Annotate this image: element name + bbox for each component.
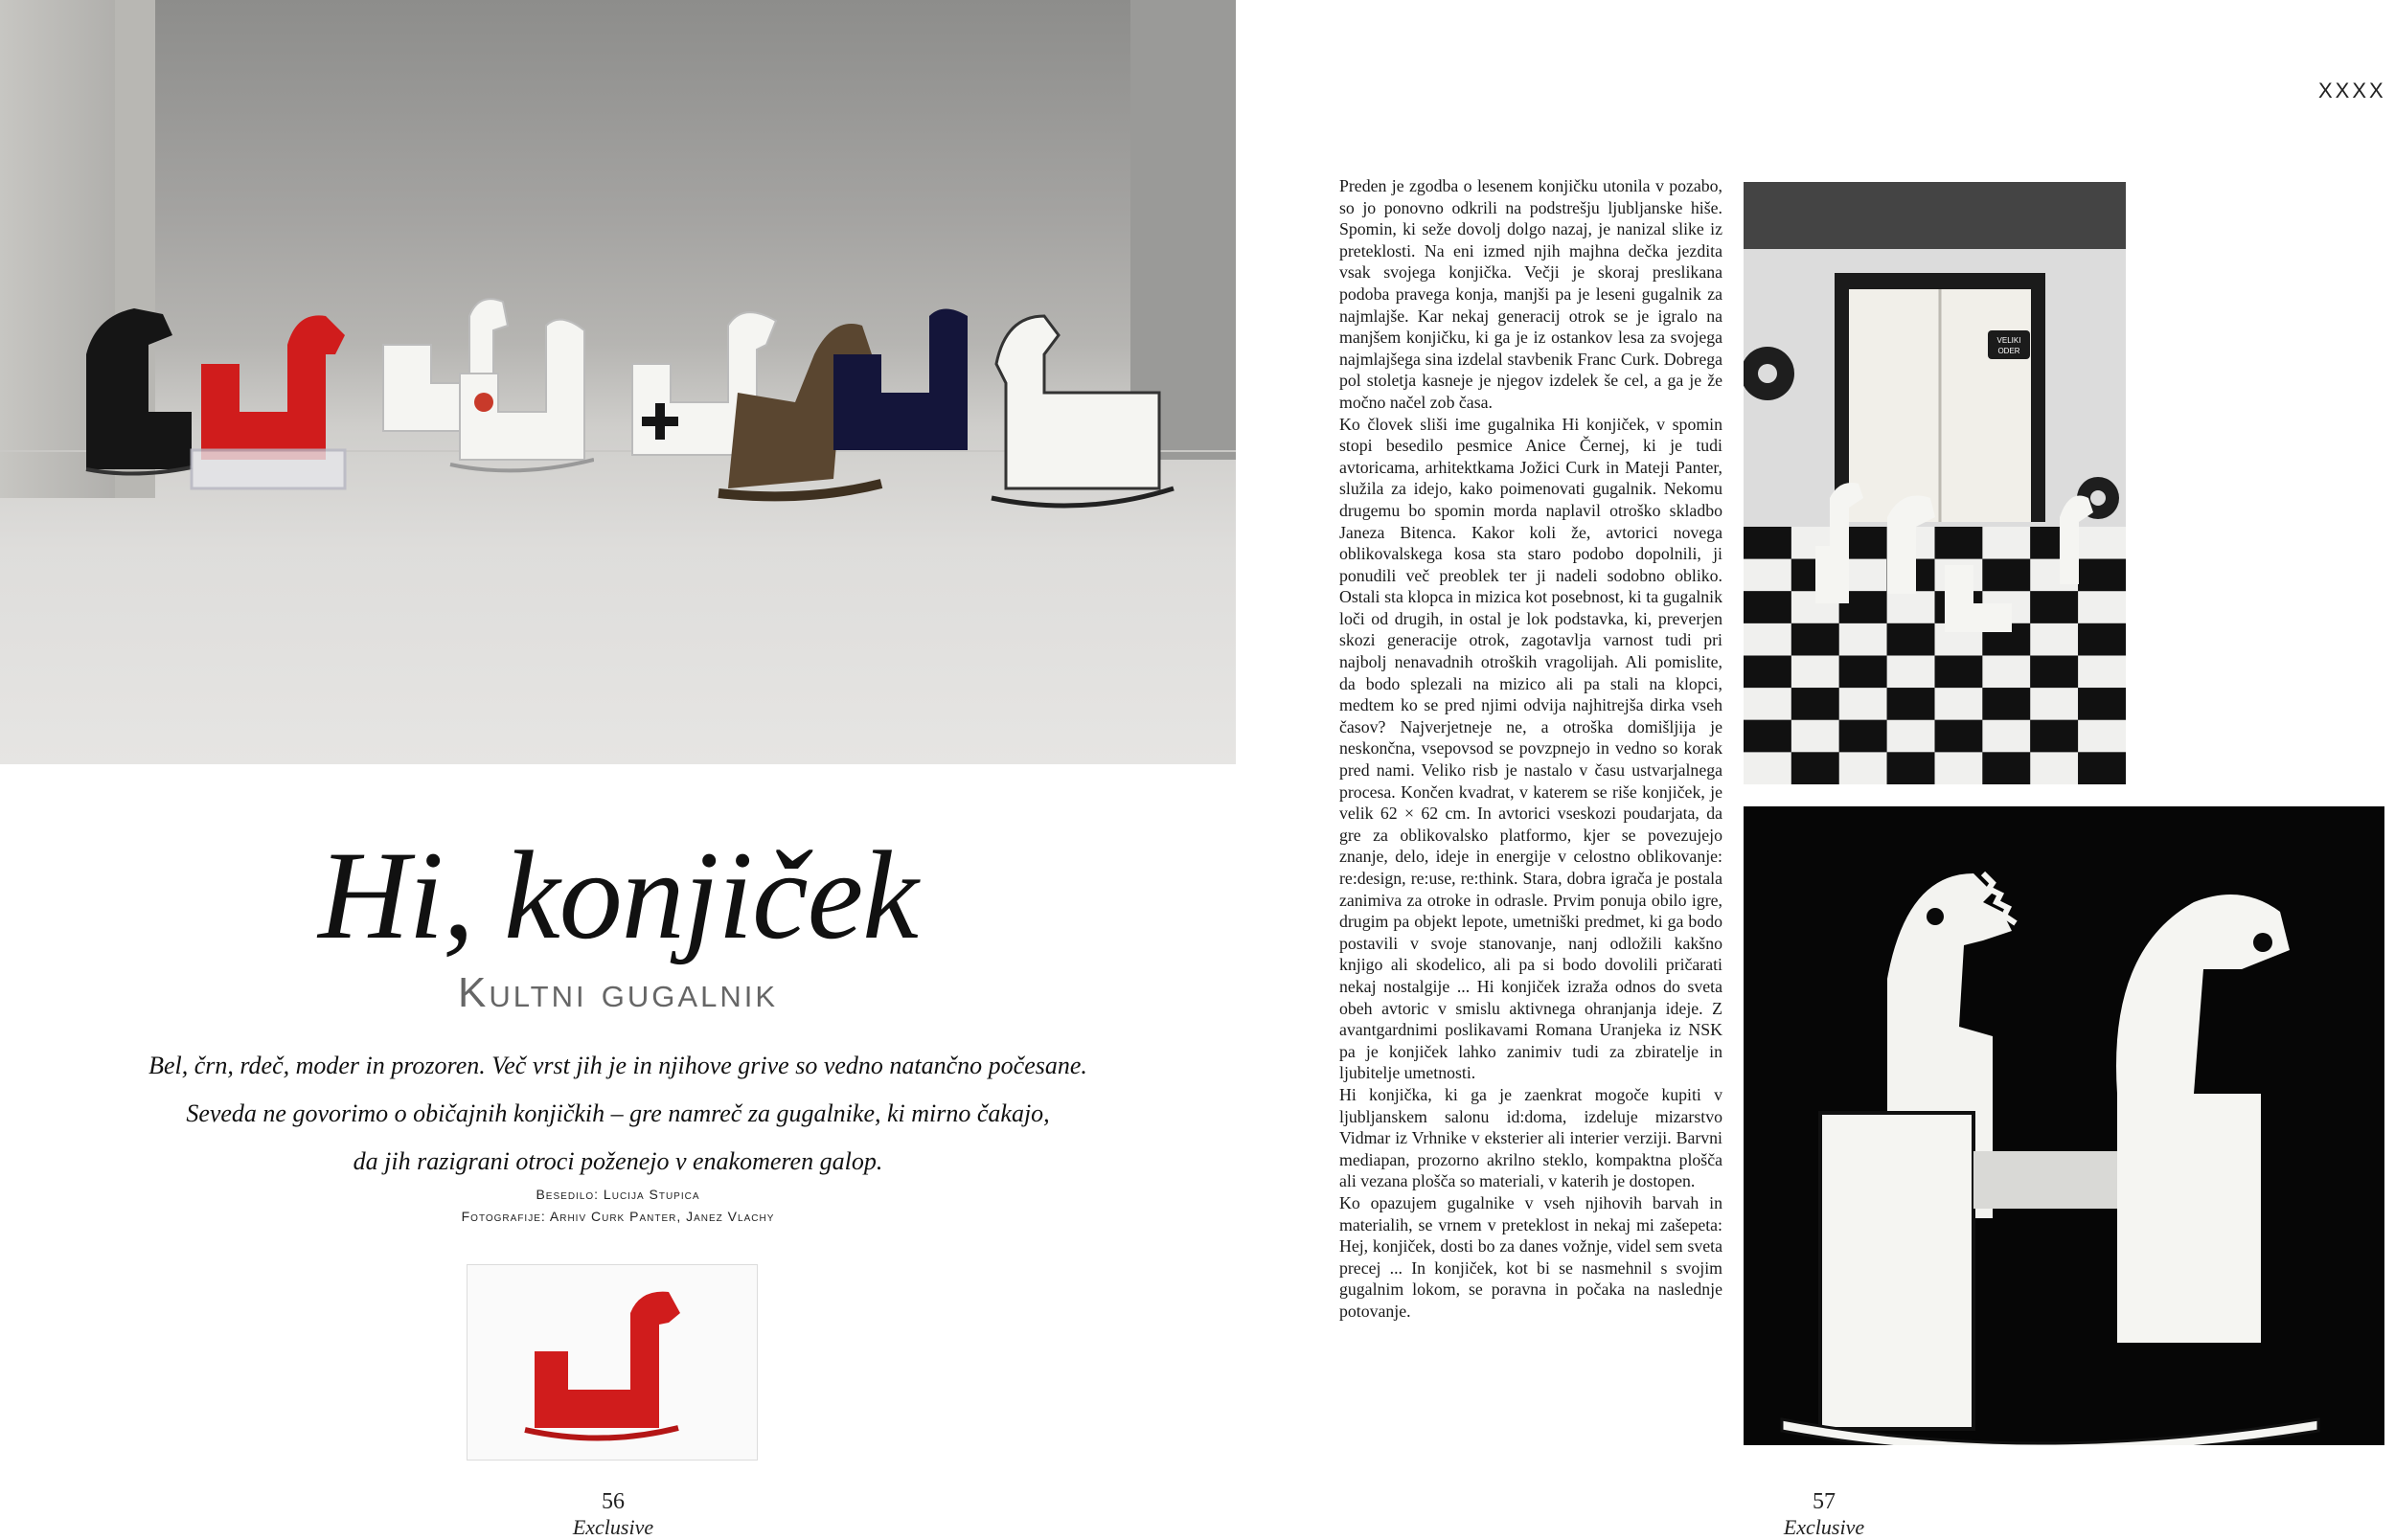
floor-tile: [1982, 720, 2030, 753]
article-title: Hi, konjiček: [318, 825, 918, 965]
floor-tile: [1839, 656, 1887, 689]
floor-tile: [2078, 527, 2126, 559]
floor-tile: [1744, 688, 1791, 720]
floor-tile: [2030, 752, 2078, 784]
floor-tile: [1744, 623, 1791, 656]
floor-tile: [2030, 623, 2078, 656]
page-number: 56: [602, 1489, 625, 1514]
floor-tile: [1982, 559, 2030, 592]
floor-tile: [1839, 688, 1887, 720]
thumbnail-red-horse-photo: [467, 1264, 758, 1461]
white-rocking-horse-2: [441, 306, 594, 479]
navy-rocking-horse: [824, 297, 977, 460]
black-rocking-horse: [57, 297, 201, 479]
floor-tile: [1935, 688, 1983, 720]
floor-tile: [1791, 688, 1839, 720]
photo-white-horses-dark: [1744, 806, 2384, 1445]
floor-tile: [1887, 688, 1935, 720]
lead-line: Seveda ne govorimo o običajnih konjičkih – gre namreč za gugalnike, ki mirno čakajo,: [186, 1099, 1050, 1127]
floor-tile: [2030, 591, 2078, 623]
floor-tile: [2030, 656, 2078, 689]
floor-tile: [1935, 656, 1983, 689]
floor-tile: [2030, 688, 2078, 720]
floor-tile: [1791, 720, 1839, 753]
article-credits: [134, 1184, 1102, 1228]
floor-tile: [1982, 752, 2030, 784]
floor-tile: [1839, 720, 1887, 753]
floor-tile: [1887, 720, 1935, 753]
red-horse-illustration: [468, 1265, 757, 1460]
floor-tile: [1887, 623, 1935, 656]
stage-scene: [1744, 182, 2126, 784]
floor-tile: [2078, 559, 2126, 592]
lead-paragraph: [134, 1042, 1102, 1186]
door-sign-line2: ODER: [1997, 347, 2020, 355]
door-sign-line1: VELIKI: [1996, 336, 2021, 345]
floor-tile: [1982, 527, 2030, 559]
magazine-brand: Exclusive: [1783, 1515, 1865, 1539]
floor-tile: [1744, 527, 1791, 559]
floor-tile: [1791, 656, 1839, 689]
floor-tile: [1887, 591, 1935, 623]
floor-tile: [1791, 623, 1839, 656]
hero-photo-rocking-horses: [0, 0, 1236, 764]
floor-tile: [1744, 559, 1791, 592]
floor-tile: [1791, 752, 1839, 784]
body-paragraph: Hi konjička, ki ga je zaenkrat mogoče kupiti v ljubljanskem salonu id:doma, izdeluje mizarstvo Vidmar iz Vrhnike v eksterier ali interier verziji. Barvni mediapan, prozorno akrilno steklo, kompaktna plošča ali vezana plošča so materiali, v katerih je dostopen.: [1339, 1084, 1722, 1191]
body-paragraph: Preden je zgodba o lesenem konjičku utonila v pozabo, so jo ponovno odkrili na podstrešju ljubljanske hiše. Spomin, ki seže dovolj dolgo nazaj, je nanizal slike iz preteklosti. Na eni izmed njih majhna dečka jezdita vsak svojega konjička. Večji je skoraj preslikana podoba pravega konja, manjši pa je leseni gugalnik za najmlajše. Kar nekaj generacij otrok se je igralo na manjšem konjičku, ki ga je iz ostankov lesa za svojega najmlajšega sina izdelal stavbenik Franc Curk. Dobrega pol stoletja kasneje je njegov izdelek še cel, a ga je že močno načel zob časa.: [1339, 176, 1722, 412]
photo-stage-checkered-floor: [1744, 182, 2126, 784]
article-subtitle: Kultni gugalnik: [457, 969, 779, 1016]
floor-tile: [2078, 720, 2126, 753]
floor-tile: [1887, 752, 1935, 784]
section-tag: XXXX: [2318, 79, 2386, 102]
floor-tile: [2078, 623, 2126, 656]
floor-tile: [2078, 591, 2126, 623]
floor-tile: [1935, 752, 1983, 784]
photo-credit: Fotografije: Arhiv Curk Panter, Janez Vlachy: [461, 1209, 775, 1224]
floor-tile: [1744, 591, 1791, 623]
floor-tile: [1744, 720, 1791, 753]
body-paragraph: Ko človek sliši ime gugalnika Hi konjiček, v spomin stopi besedilo pesmice Anice Černej, ki je tudi avtoricama, arhitektkama Jožici Curk in Mateji Panter, služila za idejo, kako poimenovati gugalnik. Nekomu drugemu bo spomin morda naplavil otroško skladbo Janeza Bitenca. Kakor koli že, avtorici novega oblikovalskega kosa sta staro podobo dopolnili, ji ponudili več preoblek ter ji nadeli sodobno obliko. Ostali sta klopca in mizica kot posebnost, ki ta gugalnik loči od drugih, in ostal je lok podstavka, ki, preverjen skozi generacije otrok, zagotavlja varnost tudi pri najbolj nenavadnih otroških vragolijah. Ali pomislite, da bodo splezali na mizico ali pa stali na klopci, medtem ko se pred njimi odvija najhitrejša dirka vseh časov? Najverjetneje ne, a otroška domišljija je neskončna, vsepovsod se povzpnejo in vedno so korak pred nami. Veliko risb je nastalo v času ustvarjalnega procesa. Končen kvadrat, v katerem se riše konjiček, je velik 62 × 62 cm. In avtorici vseskozi poudarjata, da gre za oblikovalsko platformo, kjer se povezujejo znanje, delo, ideje in energije v celostno oblikovanje: re:design, re:use, re:think. Stara, dobra igrača je postala zanimiva za otroke in odrasle. Prvim ponuja obilo igre, drugim pa objekt lepote, umetniški predmet, ki ga bodo postavili v svoje stanovanje, nanj odložili kakšno knjigo ali skodelico, ali pa si bodo dovolili pričarati nekaj nostalgije ... Hi konjiček izraža odnos do sveta obeh avtoric v smislu aktivnega ohranjanja ideje. Z avantgardnimi poslikavami Romana Uranjeka iz NSK pa je konjiček lahko zanimiv tudi za zbiratelje in ljubitelje umetnosti.: [1339, 414, 1722, 1083]
floor-tile: [1982, 656, 2030, 689]
lead-line: Bel, črn, rdeč, moder in prozoren. Več vrst jih je in njihove grive so vedno natančno počesane.: [148, 1052, 1087, 1079]
page-number: 57: [1813, 1489, 1836, 1514]
floor-tile: [1935, 527, 1983, 559]
lead-line: da jih razigrani otroci poženejo v enakomeren galop.: [353, 1147, 883, 1175]
floor-tile: [1935, 720, 1983, 753]
article-body: [1339, 175, 1722, 1322]
floor-tile: [1839, 623, 1887, 656]
floor-tile: [2078, 656, 2126, 689]
white-rocking-horse-4: [987, 297, 1178, 517]
floor-tile: [2078, 752, 2126, 784]
text-credit: Besedilo: Lucija Stupica: [536, 1187, 700, 1202]
floor-tile: [1744, 656, 1791, 689]
floor-tile: [2078, 688, 2126, 720]
red-rocking-horse: [182, 306, 354, 498]
white-horses-closeup: [1744, 806, 2384, 1445]
body-paragraph: Ko opazujem gugalnike v vseh njihovih barvah in materialih, se vrnem v preteklost in nekaj mi zašepeta: Hej, konjiček, dosti bo za danes vožnje, videl sem sveta precej ... In konjiček, kot bi se nasmehnil s svojim gugalnim lokom, se poravna in počaka na naslednje potovanje.: [1339, 1192, 1722, 1321]
floor-tile: [1839, 752, 1887, 784]
floor-tile: [1982, 688, 2030, 720]
floor-tile: [1887, 656, 1935, 689]
floor-tile: [2030, 720, 2078, 753]
magazine-brand: Exclusive: [572, 1515, 654, 1539]
floor-tile: [1744, 752, 1791, 784]
